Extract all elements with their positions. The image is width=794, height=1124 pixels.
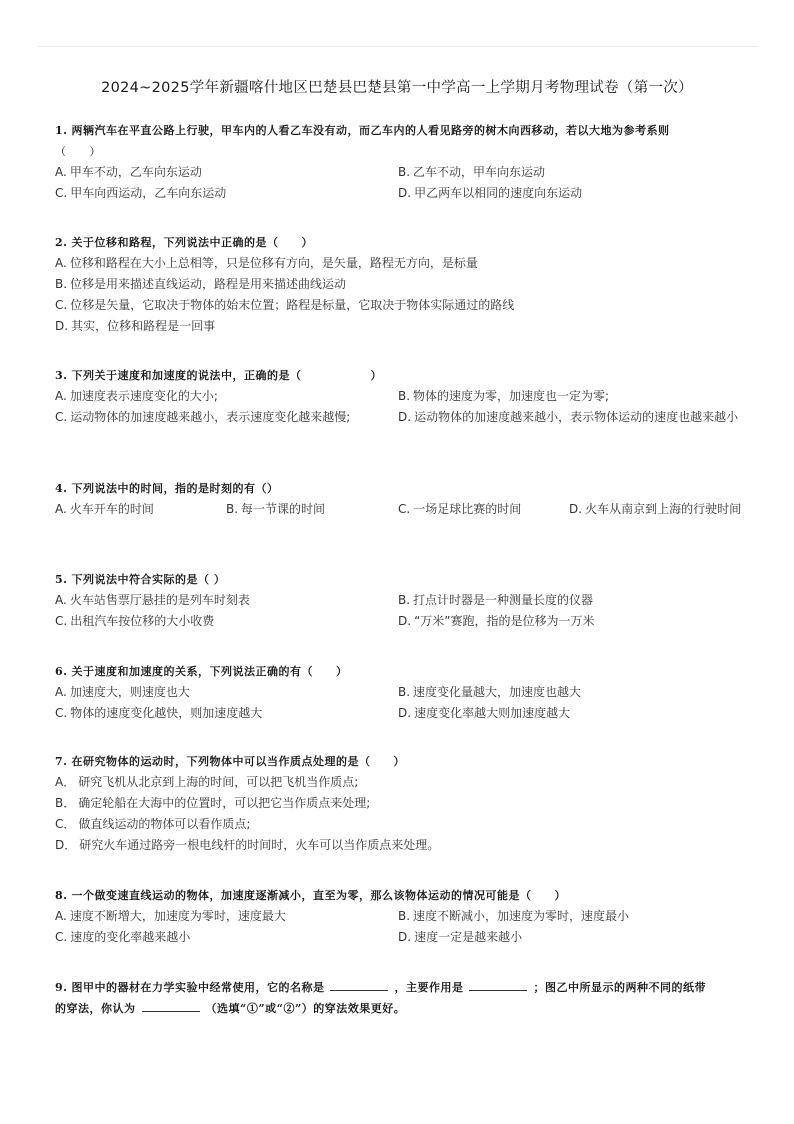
question-stem-continuation: （ ）	[55, 145, 101, 158]
option-c: C. 一场足球比赛的时间	[398, 502, 522, 516]
option-d: D. 火车从南京到上海的行驶时间	[569, 502, 742, 516]
option-a: A． 研究飞机从北京到上海的时间，可以把飞机当作质点;	[55, 775, 359, 789]
option-b: B. 位移是用来描述直线运动，路程是用来描述曲线运动	[55, 277, 347, 291]
question-7	[55, 751, 745, 852]
option-b: B. 每一节课的时间	[226, 502, 326, 516]
option-a: A. 位移和路程在大小上总相等，只是位移有方向，是矢量，路程无方向，是标量	[55, 256, 478, 270]
question-1	[55, 120, 745, 200]
option-c: C. 甲车向西运动，乙车向东运动	[55, 186, 227, 200]
option-c: C. 物体的速度变化越快，则加速度越大	[55, 706, 263, 720]
option-a: A. 速度不断增大，加速度为零时，速度最大	[55, 909, 286, 923]
option-a: A. 火车开车的时间	[55, 502, 154, 516]
option-d: D． 研究火车通过路旁一根电线杆的时间时，火车可以当作质点来处理。	[55, 838, 440, 852]
question-stem: 3. 下列关于速度和加速度的说法中，正确的是（ ）	[55, 369, 382, 382]
question-8	[55, 885, 745, 944]
option-d: D. 其实，位移和路程是一回事	[55, 319, 216, 333]
option-a: A. 火车站售票厅悬挂的是列车时刻表	[55, 593, 250, 607]
option-b: B． 确定轮船在大海中的位置时，可以把它当作质点来处理;	[55, 796, 371, 810]
answer-blank-3[interactable]	[142, 998, 200, 1012]
question-stem-continuation: 的穿法，你认为 （选填“①”或“②”）的穿法效果更好。	[55, 998, 745, 1019]
option-c: C. 位移是矢量，它取决于物体的始末位置；路程是标量，它取决于物体实际通过的路线	[55, 298, 515, 312]
option-d: D. “万米”赛跑，指的是位移为一万米	[398, 614, 595, 628]
question-stem: 5. 下列说法中符合实际的是（ ）	[55, 573, 226, 586]
question-stem: 9. 图甲中的器材在力学实验中经常使用，它的名称是 ，主要作用是 ；图乙中所显示的两种不同的纸带	[55, 977, 745, 998]
question-stem: 4. 下列说法中的时间，指的是时刻的有（）	[55, 482, 279, 495]
question-3	[55, 365, 745, 424]
option-b: B. 速度不断减小，加速度为零时，速度最小	[398, 909, 630, 923]
option-d: D. 运动物体的加速度越来越小，表示物体运动的速度也越来越小	[398, 410, 739, 424]
answer-blank-1[interactable]	[330, 977, 388, 991]
question-5	[55, 569, 745, 628]
option-d: D. 速度一定是越来越小	[398, 930, 523, 944]
option-d: D. 速度变化率越大则加速度越大	[398, 706, 571, 720]
answer-blank-2[interactable]	[469, 977, 527, 991]
question-6	[55, 661, 745, 720]
option-c: C. 速度的变化率越来越小	[55, 930, 191, 944]
question-4	[55, 478, 745, 516]
option-a: A. 加速度大，则速度也大	[55, 685, 190, 699]
option-b: B. 乙车不动，甲车向东运动	[398, 165, 546, 179]
option-a: A. 加速度表示速度变化的大小;	[55, 389, 218, 403]
question-stem: 7. 在研究物体的运动时，下列物体中可以当作质点处理的是（ ）	[55, 755, 405, 768]
option-b: B. 速度变化量越大，加速度也越大	[398, 685, 582, 699]
page-title: 2024~2025学年新疆喀什地区巴楚县巴楚县第一中学高一上学期月考物理试卷（第一次）	[101, 80, 693, 96]
question-stem: 2. 关于位移和路程，下列说法中正确的是（ ）	[55, 236, 313, 249]
question-stem: 6. 关于速度和加速度的关系，下列说法正确的有（ ）	[55, 665, 348, 678]
option-c: C. 出租汽车按位移的大小收费	[55, 614, 215, 628]
option-c: C． 做直线运动的物体可以看作质点;	[55, 817, 251, 831]
option-b: B. 打点计时器是一种测量长度的仪器	[398, 593, 594, 607]
option-a: A. 甲车不动，乙车向东运动	[55, 165, 202, 179]
option-b: B. 物体的速度为零，加速度也一定为零;	[398, 389, 610, 403]
header-divider	[38, 46, 758, 47]
question-stem: 8. 一个做变速直线运动的物体，加速度逐渐减小，直至为零，那么该物体运动的情况可能是（ ）	[55, 889, 566, 902]
option-c: C. 运动物体的加速度越来越小，表示速度变化越来越慢;	[55, 410, 351, 424]
question-2	[55, 232, 745, 333]
option-d: D. 甲乙两车以相同的速度向东运动	[398, 186, 583, 200]
question-stem: 1. 两辆汽车在平直公路上行驶，甲车内的人看乙车没有动，而乙车内的人看见路旁的树木向西移动，若以大地为参考系则	[55, 124, 670, 137]
question-9	[55, 977, 745, 1019]
